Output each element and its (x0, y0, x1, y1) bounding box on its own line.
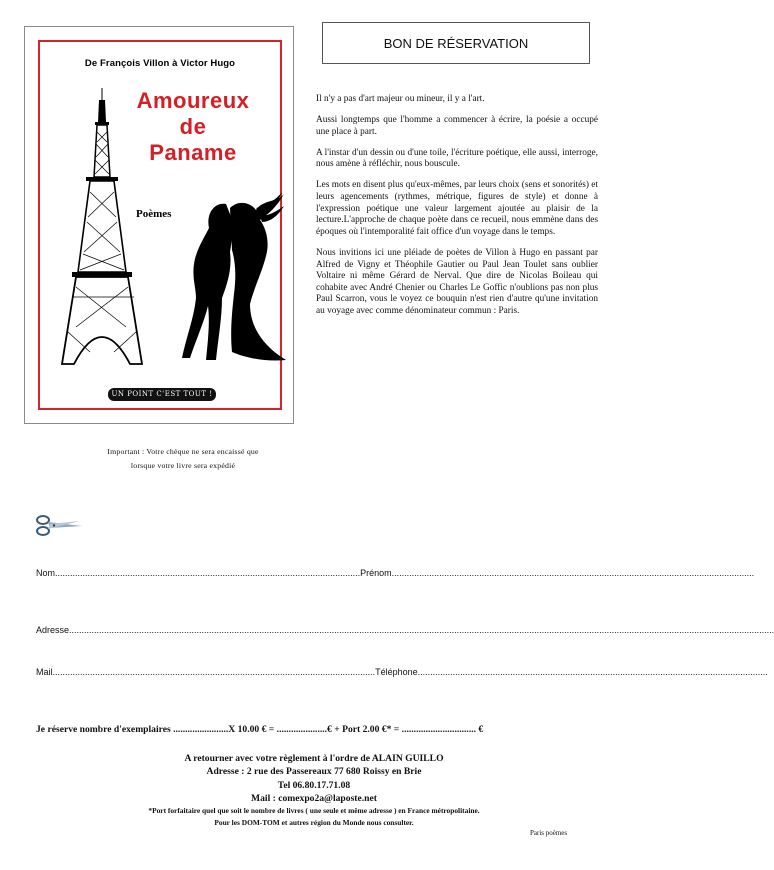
intro-paragraph-1: Il n'y a pas d'art majeur ou mineur, il y a l'art. (316, 94, 485, 104)
important-note (78, 445, 288, 473)
intro-paragraph-5: Nous invitions ici une pléiade de poètes de Villon à Hugo en passant par Alfred de Vigny et Théophile Gautier ou Paul Jean Toulet sans oublier Voltaire ni même Gérard de Nerval. Que dire de Nicolas Boileau qui cohabite avec André Chenier ou Charles Le Goffic n'oublions pas non plus Paul Scarron, vous le voyez ce bouquin n'est rien d'autre qu'une invitation au voyage avec comme dénominateur commun : Paris. (316, 247, 598, 316)
signature-text: Paris poèmes (530, 829, 568, 837)
subtotal-field[interactable]: ..................... (276, 724, 328, 735)
scissors-icon (34, 512, 86, 538)
intro-text (316, 94, 598, 327)
reservation-title: BON DE RÉSERVATION (322, 22, 590, 64)
cover-slogan: UN POINT C'EST TOUT ! (108, 388, 216, 401)
form-row-nom (36, 568, 755, 578)
intro-paragraph-2: Aussi longtemps que l'homme a commencer à écrire, la poésie a occupé une place à part. (316, 115, 598, 137)
cover-title-line-2: de (179, 114, 207, 139)
form-row-mail (36, 667, 768, 677)
reserve-port: € + Port 2.00 €* = (327, 724, 402, 735)
cover-genre: Poèmes (136, 208, 172, 220)
footer (36, 752, 592, 828)
reserve-prefix: Je réserve nombre d'exemplaires (36, 724, 174, 735)
prenom-label: Prénom (360, 568, 392, 578)
telephone-label: Téléphone (375, 667, 418, 677)
book-cover (24, 26, 294, 424)
cover-title (118, 88, 268, 166)
important-note-line-1: Important : Votre chèque ne sera encaissé que (107, 447, 259, 456)
embracing-couple-silhouette-icon (182, 192, 286, 361)
footer-email: Mail : comexpo2a@laposte.net (251, 792, 377, 804)
footer-shipping-note: *Port forfaitaire quel que soit le nombre de livres ( une seule et même adresse ) en France métropolitaine. (148, 806, 480, 816)
footer-dom-tom-note: Pour les DOM-TOM et autres région du Monde nous consulter. (214, 817, 414, 827)
adresse-field[interactable]: .......................................................................................................................................................................................................................................................................................... (69, 625, 774, 635)
footer-payee: A retourner avec votre règlement à l'ordre de ALAIN GUILLO (184, 753, 444, 764)
quantity-field[interactable]: ....................... (173, 724, 229, 735)
nom-label: Nom (36, 568, 56, 578)
cover-red-border (38, 40, 282, 410)
intro-paragraph-4: Les mots en disent plus qu'eux-mêmes, par leurs choix (sens et sonorités) et leurs agencements (rythmes, métrique, figures de style) et donne à l'expression poétique une valeur largement ajoutée au plaisir de la lecture.L'approche de chaque poète dans ce recueil, nous emmène dans des époques où l'intemporalité fait office d'un voyage dans le temps. (316, 180, 598, 237)
mail-field[interactable]: ................................................................................................................................. (52, 667, 376, 677)
mail-label: Mail (36, 667, 53, 677)
cover-title-line-3: Paname (149, 140, 237, 165)
footer-address: Adresse : 2 rue des Passereaux 77 680 Roissy en Brie (206, 766, 422, 778)
form-row-reservation (36, 724, 592, 735)
prenom-field[interactable]: ................................................................................................................................................. (391, 568, 755, 578)
nom-field[interactable]: .......................................................................................................................... (55, 568, 361, 578)
footer-phone: Tel 06.80.17.71.08 (277, 779, 351, 791)
reserve-suffix: € (476, 724, 484, 735)
reserve-price: X 10.00 € = (228, 724, 277, 735)
important-note-line-2: lorsque votre livre sera expédié (130, 461, 236, 470)
total-field[interactable]: ............................... (401, 724, 477, 735)
telephone-field[interactable]: ............................................................................................................................................ (417, 667, 768, 677)
form-row-adresse (36, 625, 774, 635)
intro-paragraph-3: A l'instar d'un dessin ou d'une toile, l'écriture poétique, elle aussi, interroge, nous amène à réfléchir, nous bouscule. (316, 147, 598, 170)
adresse-label: Adresse (36, 625, 70, 635)
cover-subtitle: De François Villon à Victor Hugo (84, 58, 236, 69)
cover-title-line-1: Amoureux (136, 88, 250, 113)
